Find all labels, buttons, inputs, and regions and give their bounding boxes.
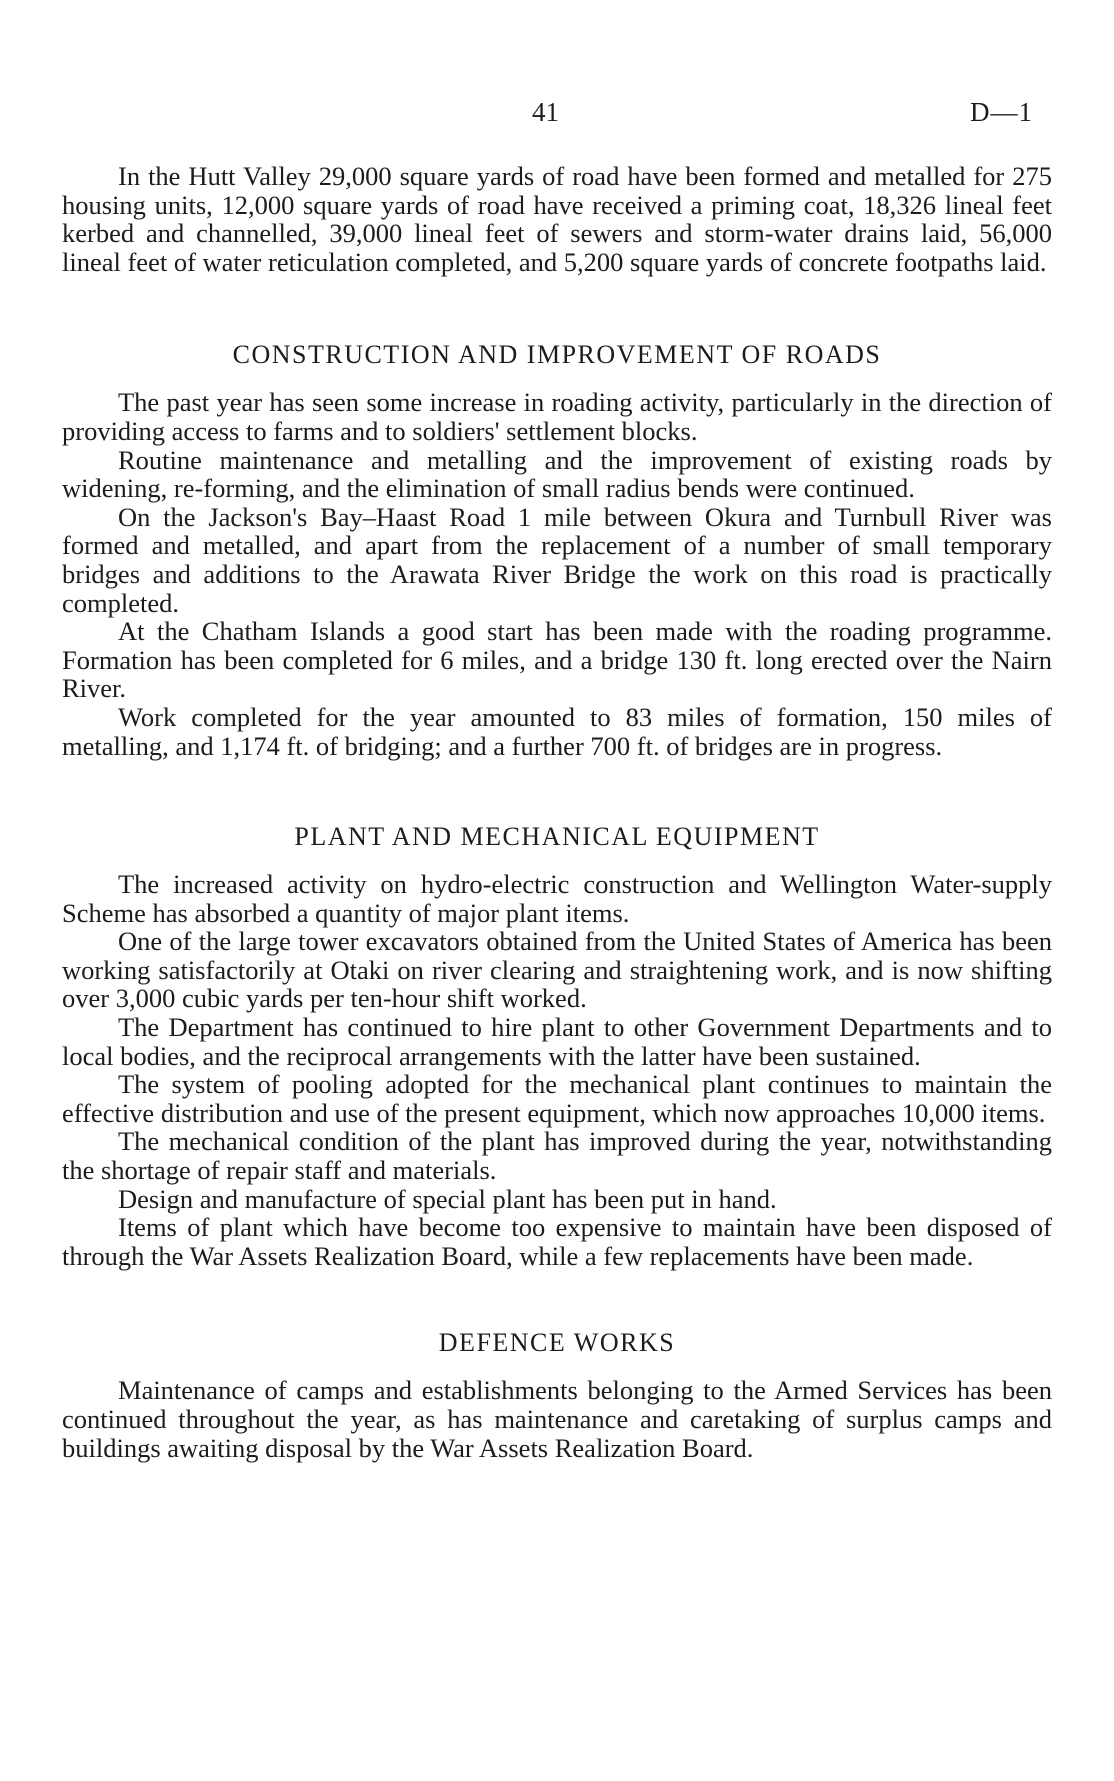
plant-paragraph-4: The system of pooling adopted for the mechanical plant continues to maintain the effective distribution and use of the present equipment, which now approaches 10,000 items. bbox=[62, 1069, 1052, 1128]
section-heading-defence: DEFENCE WORKS bbox=[438, 1328, 676, 1358]
page-body bbox=[62, 162, 1052, 1462]
intro-paragraph: In the Hutt Valley 29,000 square yards of road have been formed and metalled for 275 housing units, 12,000 square yards of road have received a priming coat, 18,326 lineal feet kerbed and channelled, 39,000 lineal feet of sewers and storm-water drains laid, 56,000 lineal feet of water reticulation completed, and 5,200 square yards of concrete footpaths laid. bbox=[62, 161, 1052, 277]
plant-paragraph-5: The mechanical condition of the plant has improved during the year, notwithstanding the shortage of repair staff and materials. bbox=[62, 1126, 1052, 1186]
defence-paragraph-1: Maintenance of camps and establishments belonging to the Armed Services has been continued throughout the year, as has maintenance and caretaking of surplus camps and buildings awaiting disposal by the War Assets Realization Board. bbox=[62, 1375, 1052, 1463]
plant-paragraph-2: One of the large tower excavators obtained from the United States of America has been working satisfactorily at Otaki on river clearing and straightening work, and is now shifting over 3,000 cubic yards per ten-hour shift worked. bbox=[62, 926, 1052, 1014]
roads-paragraph-5: Work completed for the year amounted to 83 miles of formation, 150 miles of metalling, and 1,174 ft. of bridging; and a further 700 ft. of bridges are in progress. bbox=[62, 701, 1052, 761]
plant-paragraph-7: Items of plant which have become too expensive to maintain have been disposed of through the War Assets Realization Board, while a few replacements have been made. bbox=[62, 1212, 1052, 1271]
roads-paragraph-3: On the Jackson's Bay–Haast Road 1 mile between Okura and Turnbull River was formed and metalled, and apart from the replacement of a number of small temporary bridges and additions to the Arawata River Bridge the work on this road is practically completed. bbox=[62, 501, 1052, 618]
section-heading-plant: PLANT AND MECHANICAL EQUIPMENT bbox=[294, 822, 820, 852]
plant-paragraph-1: The increased activity on hydro-electric construction and Wellington Water-supply Scheme has absorbed a quantity of major plant items. bbox=[62, 869, 1052, 928]
plant-paragraph-3: The Department has continued to hire plant to other Government Departments and to local bodies, and the reciprocal arrangements with the latter have been sustained. bbox=[62, 1012, 1052, 1071]
plant-paragraph-6: Design and manufacture of special plant has been put in hand. bbox=[118, 1183, 777, 1214]
roads-paragraph-2: Routine maintenance and metalling and the improvement of existing roads by widening, re-forming, and the elimination of small radius bends were continued. bbox=[62, 444, 1052, 504]
page-number: 41 bbox=[532, 97, 559, 127]
roads-paragraph-1: The past year has seen some increase in roading activity, particularly in the direction of providing access to farms and to soldiers' settlement blocks. bbox=[62, 387, 1052, 446]
document-reference: D—1 bbox=[970, 97, 1033, 127]
roads-paragraph-4: At the Chatham Islands a good start has been made with the roading programme. Formation has been completed for 6 miles, and a bridge 130 ft. long erected over the Nairn River. bbox=[62, 616, 1052, 704]
section-heading-roads: CONSTRUCTION AND IMPROVEMENT OF ROADS bbox=[232, 340, 882, 370]
